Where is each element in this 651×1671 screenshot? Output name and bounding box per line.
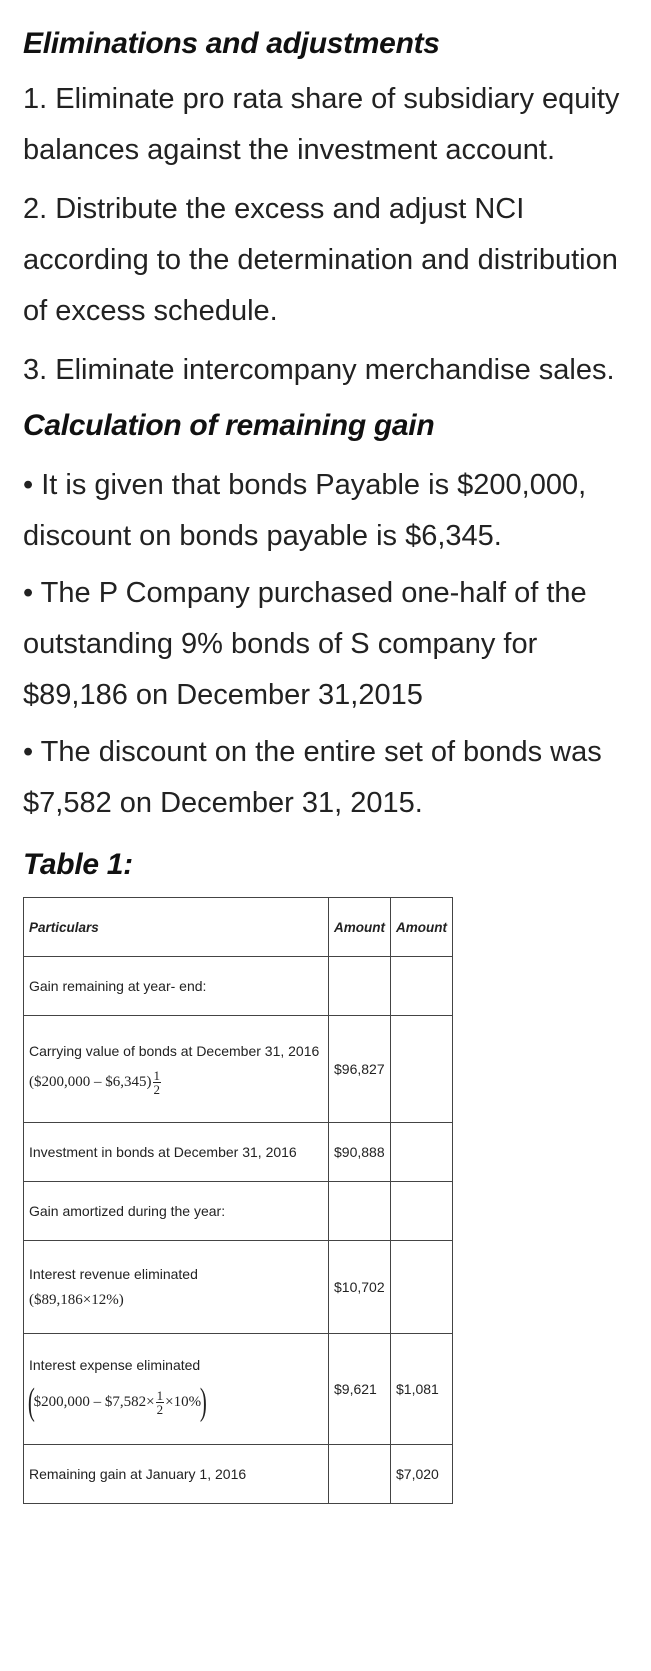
fraction-numerator: 1 (156, 1387, 164, 1403)
right-paren: ) (199, 1381, 207, 1423)
table-row (24, 1016, 453, 1123)
row-label: Gain remaining at year- end: (24, 957, 329, 1016)
row-amount-1 (329, 1445, 391, 1504)
row-label: Carrying value of bonds at December 31, 2016 (29, 1042, 320, 1059)
row-amount-2 (391, 1241, 453, 1334)
bullet-discount: • The discount on the entire set of bonds was $7,582 on December 31, 2015. (23, 736, 602, 819)
gain-table (23, 897, 453, 1504)
row-label: Interest revenue eliminated (29, 1265, 198, 1282)
table-row (24, 1241, 453, 1334)
row-label: Gain amortized during the year: (24, 1182, 329, 1241)
heading-table: Table 1: (23, 848, 133, 881)
row-amount-1: $10,702 (329, 1241, 391, 1334)
row-amount-2 (391, 1123, 453, 1182)
table-row (24, 957, 453, 1016)
row-amount-2 (391, 1182, 453, 1241)
fraction (156, 1389, 165, 1416)
row-label: Remaining gain at January 1, 2016 (24, 1445, 329, 1504)
row-amount-1 (329, 1182, 391, 1241)
bullet-bonds-payable: • It is given that bonds Payable is $200,000, discount on bonds payable is $6,345. (23, 469, 587, 552)
header-amount-2: Amount (391, 898, 453, 957)
row-formula (29, 1383, 323, 1421)
elimination-step-2: 2. Distribute the excess and adjust NCI according to the determination and distribution of excess schedule. (23, 193, 618, 327)
table-row (24, 1123, 453, 1182)
row-amount-2 (391, 957, 453, 1016)
formula-text-post: ×10% (165, 1393, 202, 1410)
table-row (24, 1445, 453, 1504)
table-row (24, 1182, 453, 1241)
row-amount-2 (391, 1016, 453, 1123)
row-label-cell (24, 1016, 329, 1123)
table-header-row (24, 898, 453, 957)
row-formula (29, 1069, 323, 1096)
row-label-cell (24, 1334, 329, 1445)
row-label-cell (24, 1241, 329, 1334)
heading-calculation: Calculation of remaining gain (23, 409, 435, 442)
table-row (24, 1334, 453, 1445)
row-label: Investment in bonds at December 31, 2016 (24, 1123, 329, 1182)
header-particulars: Particulars (24, 898, 329, 957)
fraction-denominator: 2 (156, 1401, 164, 1417)
row-amount-2: $7,020 (391, 1445, 453, 1504)
row-formula: ($89,186×12%) (29, 1291, 124, 1308)
elimination-step-3: 3. Eliminate intercompany merchandise sales. (23, 354, 615, 386)
header-amount-1: Amount (329, 898, 391, 957)
formula-text-pre: $200,000 – $7,582× (33, 1393, 155, 1410)
elimination-step-1: 1. Eliminate pro rata share of subsidiary equity balances against the investment account. (23, 83, 620, 166)
row-amount-2: $1,081 (391, 1334, 453, 1445)
fraction (153, 1069, 162, 1096)
bullet-purchase: • The P Company purchased one-half of the outstanding 9% bonds of S company for $89,186 on December 31,2015 (23, 577, 587, 711)
left-paren: ( (27, 1381, 35, 1423)
heading-eliminations: Eliminations and adjustments (23, 27, 440, 60)
row-amount-1: $9,621 (329, 1334, 391, 1445)
row-amount-1: $90,888 (329, 1123, 391, 1182)
fraction-numerator: 1 (153, 1067, 160, 1083)
fraction-denominator: 2 (153, 1081, 160, 1097)
row-amount-1: $96,827 (329, 1016, 391, 1123)
row-label: Interest expense eliminated (29, 1357, 201, 1373)
row-amount-1 (329, 957, 391, 1016)
formula-text: ($200,000 – $6,345) (29, 1073, 152, 1090)
